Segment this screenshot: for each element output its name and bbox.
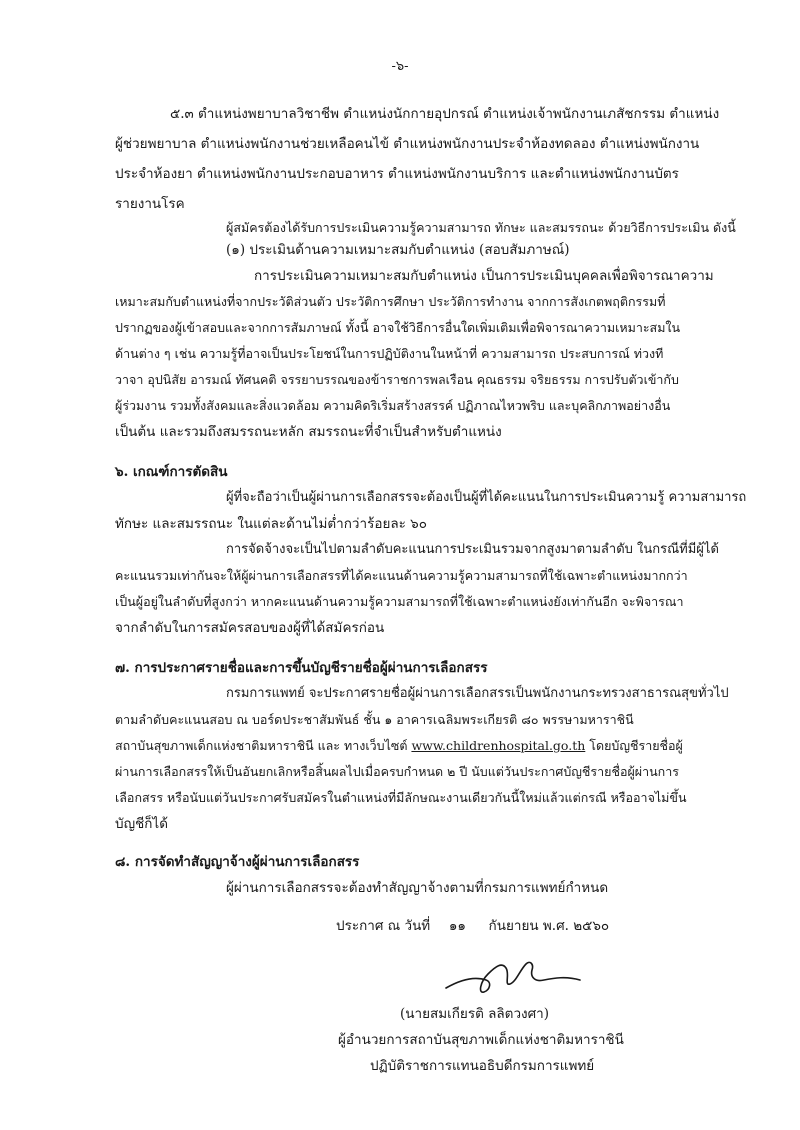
s7-line-3-text-b: โดยบัญชีรายชื่อผู้	[585, 738, 683, 753]
s6-line-4: คะแนนรวมเท่ากันจะให้ผู้ผ่านการเลือกสรรที่ได้คะแนนด้านความรู้ความสามารถที่ใช้เฉพาะตำแหน่งมากกว่า	[115, 568, 688, 583]
signer-title-2: ปฏิบัติราชการแทนอธิบดีกรมการแพทย์	[370, 1058, 595, 1074]
s6-line-1: ผู้ที่จะถือว่าเป็นผู้ผ่านการเลือกสรรจะต้องเป็นผู้ที่ได้คะแนนในการประเมินความรู้ ความสามารถ	[226, 490, 747, 505]
s53-line-7: การประเมินความเหมาะสมกับตำแหน่ง เป็นการประเมินบุคคลเพื่อพิจารณาความ	[254, 268, 714, 284]
signer-name: (นายสมเกียรติ ลลิตวงศา)	[400, 1006, 550, 1022]
announce-month: กันยายน	[488, 918, 539, 934]
s7-line-3	[115, 736, 683, 756]
signature-mark	[440, 950, 590, 1000]
announcement-date	[336, 916, 609, 936]
s53-line-10: ด้านต่าง ๆ เช่น ความรู้ที่อาจเป็นประโยชน์ในการปฏิบัติงานในหน้าที่ ความสามารถ ประสบการณ์ ท่วงที	[115, 346, 664, 361]
s7-line-5: เลือกสรร หรือนับแต่วันประกาศรับสมัครในตำแหน่งที่มีลักษณะงานเดียวกันนี้ใหม่แล้วแต่กรณี หรืออาจไม่ขึ้น	[115, 790, 687, 805]
s7-line-4: ผ่านการเลือกสรรให้เป็นอันยกเลิกหรือสิ้นผลไปเมื่อครบกำหนด ๒ ปี นับแต่วันประกาศบัญชีรายชื่อผู้ผ่านการ	[115, 764, 679, 779]
s53-line-4: รายงานโรค	[115, 196, 185, 212]
s7-heading: ๗. การประกาศรายชื่อและการขึ้นบัญชีรายชื่อผู้ผ่านการเลือกสรร	[115, 660, 488, 676]
s7-line-3-text-a: สถาบันสุขภาพเด็กแห่งชาติมหาราชินี และ ทางเว็บไซต์	[115, 738, 412, 753]
s53-line-8: เหมาะสมกับตำแหน่งที่จากประวัติส่วนตัว ประวัติการศึกษา ประวัติการทำงาน จากการสังเกตพฤติกรรมที่	[115, 294, 666, 309]
announce-prefix: ประกาศ ณ วันที่	[336, 918, 431, 934]
s7-line-1: กรมการแพทย์ จะประกาศรายชื่อผู้ผ่านการเลือกสรรเป็นพนักงานกระทรวงสาธารณสุขทั่วไป	[226, 686, 729, 701]
s7-line-2: ตามลำดับคะแนนสอบ ณ บอร์ดประชาสัมพันธ์ ชั้น ๑ อาคารเฉลิมพระเกียรติ ๘๐ พรรษามหาราชินี	[115, 712, 634, 727]
announce-year-label: พ.ศ.	[542, 918, 569, 934]
s6-line-5: เป็นผู้อยู่ในลำดับที่สูงกว่า หากคะแนนด้านความรู้ความสามารถที่ใช้เฉพาะตำแหน่งยังเท่ากันอีก จะพิจารณา	[115, 594, 684, 609]
s6-line-3: การจัดจ้างจะเป็นไปตามลำดับคะแนนการประเมินรวมจากสูงมาตามลำดับ ในกรณีที่มีผู้ได้	[226, 542, 719, 557]
s8-line-1: ผู้ผ่านการเลือกสรรจะต้องทำสัญญาจ้างตามที่กรมการแพทย์กำหนด	[226, 880, 609, 896]
s6-line-2: ทักษะ และสมรรถนะ ในแต่ละด้านไม่ต่ำกว่าร้อยละ ๖๐	[115, 516, 427, 532]
announce-day: ๑๑	[448, 918, 466, 934]
s53-line-2: ผู้ช่วยพยาบาล ตำแหน่งพนักงานช่วยเหลือคนไข้ ตำแหน่งพนักงานประจำห้องทดลอง ตำแหน่งพนักงาน	[115, 136, 700, 152]
s6-line-6: จากลำดับในการสมัครสอบของผู้ที่ได้สมัครก่อน	[115, 620, 385, 636]
s6-heading: ๖. เกณฑ์การตัดสิน	[115, 464, 228, 480]
announce-year: ๒๕๖๐	[573, 918, 610, 934]
s53-line-1: ๕.๓ ตำแหน่งพยาบาลวิชาชีพ ตำแหน่งนักกายอุปกรณ์ ตำแหน่งเจ้าพนักงานเภสัชกรรม ตำแหน่ง	[170, 106, 720, 122]
s53-line-9: ปรากฏของผู้เข้าสอบและจากการสัมภาษณ์ ทั้งนี้ อาจใช้วิธีการอื่นใดเพิ่มเติมเพื่อพิจารณาความเหมาะสมใน	[115, 320, 681, 335]
signer-title-1: ผู้อำนวยการสถาบันสุขภาพเด็กแห่งชาติมหาราชินี	[338, 1032, 624, 1048]
s53-line-3: ประจำห้องยา ตำแหน่งพนักงานประกอบอาหาร ตำแหน่งพนักงานบริการ และตำแหน่งพนักงานบัตร	[115, 166, 679, 182]
s53-line-11: วาจา อุปนิสัย อารมณ์ ทัศนคติ จรรยาบรรณของข้าราชการพลเรือน คุณธรรม จริยธรรม การปรับตัวเข้ากับ	[115, 372, 679, 387]
s53-line-6: (๑) ประเมินด้านความเหมาะสมกับตำแหน่ง (สอบสัมภาษณ์)	[226, 242, 570, 258]
s53-line-13: เป็นต้น และรวมถึงสมรรถนะหลัก สมรรถนะที่จำเป็นสำหรับตำแหน่ง	[115, 424, 502, 440]
s7-line-6: บัญชีก็ได้	[115, 816, 168, 832]
s53-line-5: ผู้สมัครต้องได้รับการประเมินความรู้ความสามารถ ทักษะ และสมรรถนะ ด้วยวิธีการประเมิน ดังนี้	[226, 220, 736, 235]
s8-heading: ๘. การจัดทำสัญญาจ้างผู้ผ่านการเลือกสรร	[115, 854, 360, 870]
s53-line-12: ผู้ร่วมงาน รวมทั้งสังคมและสิ่งแวดล้อม ความคิดริเริ่มสร้างสรรค์ ปฏิภาณไหวพริบ และบุคลิกภาพอย่างอื่น	[115, 398, 671, 413]
page-number: -๖-	[391, 59, 409, 74]
website-link[interactable]: www.childrenhospital.go.th	[411, 738, 586, 753]
